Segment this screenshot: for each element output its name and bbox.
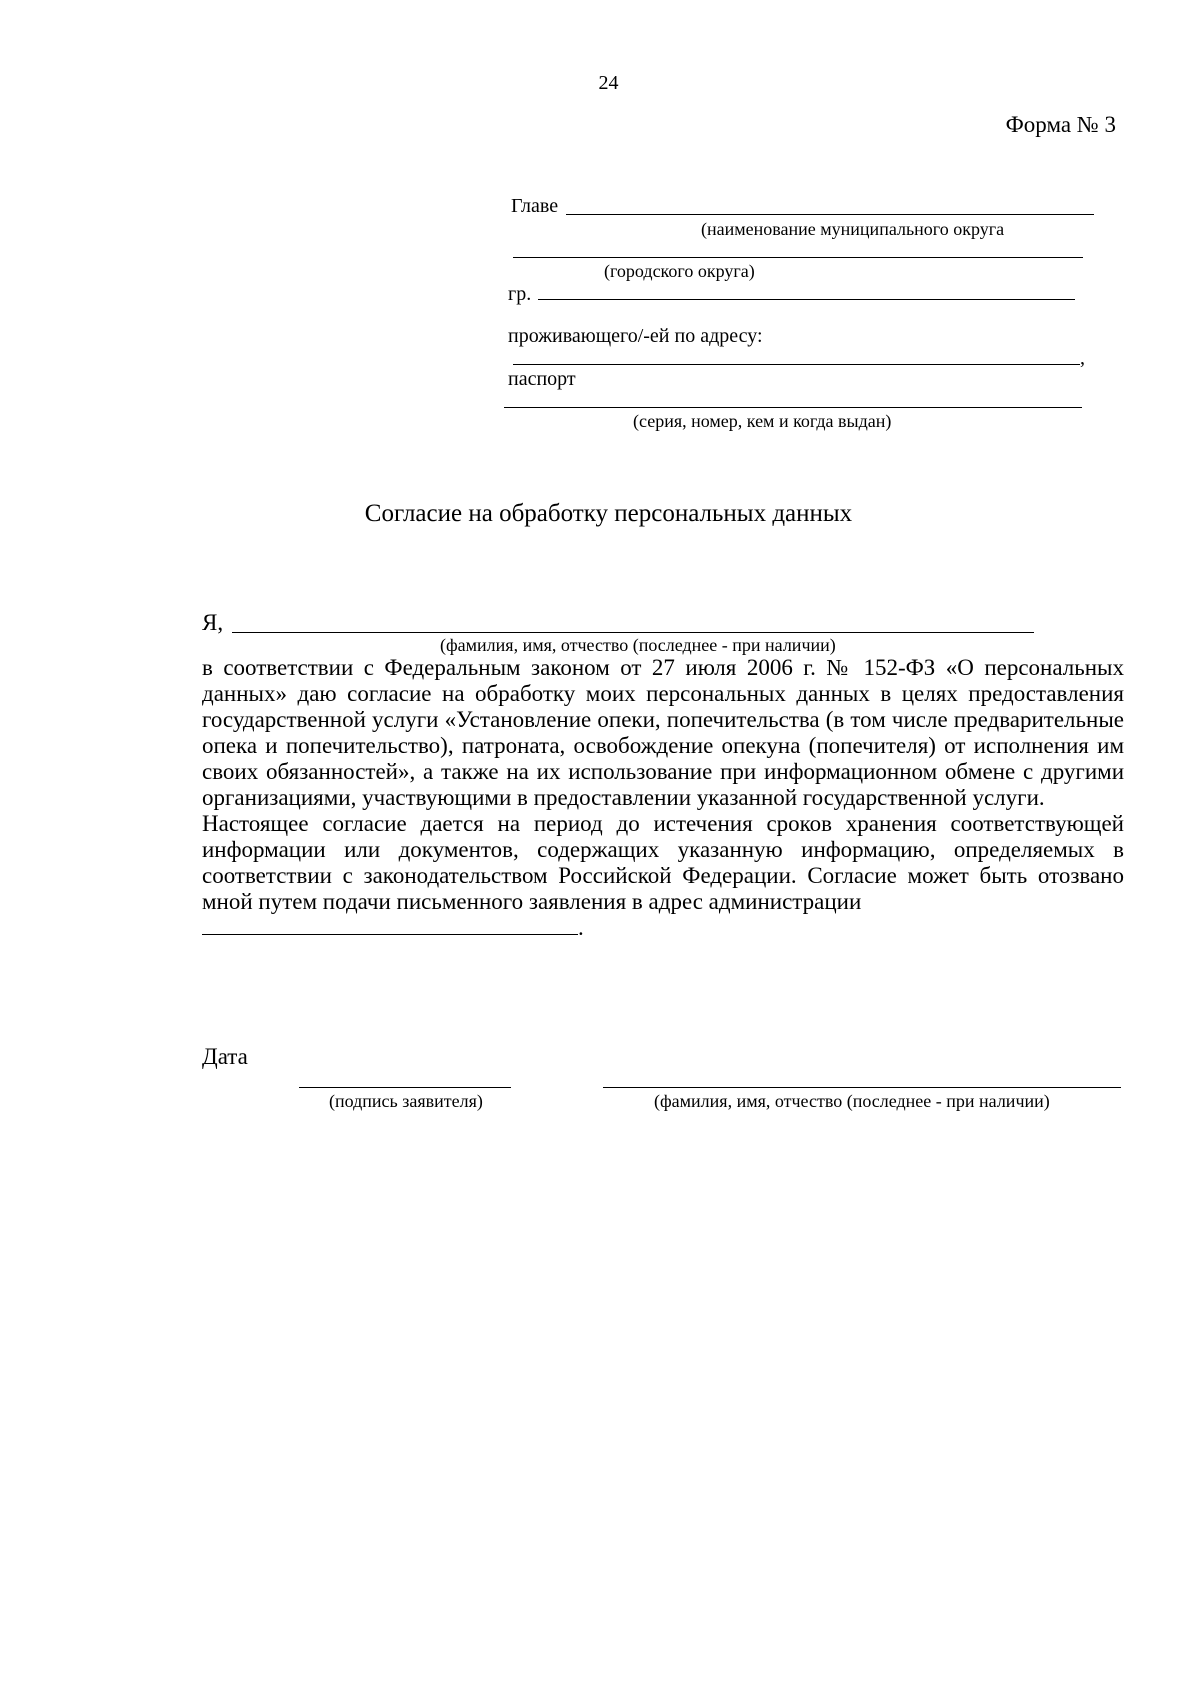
citizen-name-line[interactable] bbox=[538, 299, 1075, 300]
citizen-label: гр. bbox=[508, 283, 532, 305]
address-comma: , bbox=[1080, 347, 1085, 369]
applicant-name-hint: (фамилия, имя, отчество (последнее - при наличии) bbox=[440, 635, 836, 655]
applicant-prefix: Я, bbox=[202, 610, 224, 635]
signature-hint: (подпись заявителя) bbox=[329, 1091, 483, 1111]
consent-paragraph: Настоящее согласие дается на период до истечения сроков хранения соответствующей информации или документов, содержащих указанную информацию, определяемых в соответствии с законодательством Российской Федерации. Согласие может быть отозвано мной путем подачи письменного заявления в адрес администрации bbox=[202, 811, 1124, 914]
signature-line[interactable] bbox=[299, 1087, 511, 1088]
administration-line-row bbox=[202, 915, 1124, 941]
to-label: Главе bbox=[511, 195, 559, 217]
applicant-name-line[interactable] bbox=[232, 632, 1034, 633]
address-line[interactable] bbox=[513, 364, 1080, 365]
address-label: проживающего/-ей по адресу: bbox=[508, 325, 763, 347]
city-district-hint: (городского округа) bbox=[604, 261, 755, 281]
footer-name-line[interactable] bbox=[603, 1087, 1121, 1088]
consent-body bbox=[202, 655, 1124, 941]
head-name-line[interactable] bbox=[566, 214, 1094, 215]
municipality-hint: (наименование муниципального округа bbox=[701, 219, 1005, 239]
consent-paragraph: в соответствии с Федеральным законом от 27 июля 2006 г. № 152-ФЗ «О персональных данных» даю согласие на обработку моих персональных данных в целях предоставления государственной услуги «Установление опеки, попечительства (в том числе предварительные опека и попечительство), патроната, освобождение опекуна (попечителя) от исполнения им своих обязанностей», а также на их использование при информационном обмене с другими организациями, участвующими в предоставлении указанной государственной услуги. bbox=[202, 655, 1124, 810]
form-number: Форма № 3 bbox=[1005, 112, 1116, 137]
passport-hint: (серия, номер, кем и когда выдан) bbox=[633, 411, 892, 431]
footer-name-hint: (фамилия, имя, отчество (последнее - при наличии) bbox=[654, 1091, 1050, 1111]
closing-period: . bbox=[578, 915, 584, 940]
passport-label: паспорт bbox=[508, 368, 576, 390]
date-label: Дата bbox=[202, 1044, 248, 1069]
page-number: 24 bbox=[598, 72, 619, 94]
municipality-name-line[interactable] bbox=[513, 257, 1083, 258]
administration-name-line[interactable] bbox=[202, 916, 578, 935]
passport-line[interactable] bbox=[504, 407, 1082, 408]
document-title: Согласие на обработку персональных данных bbox=[364, 500, 853, 527]
